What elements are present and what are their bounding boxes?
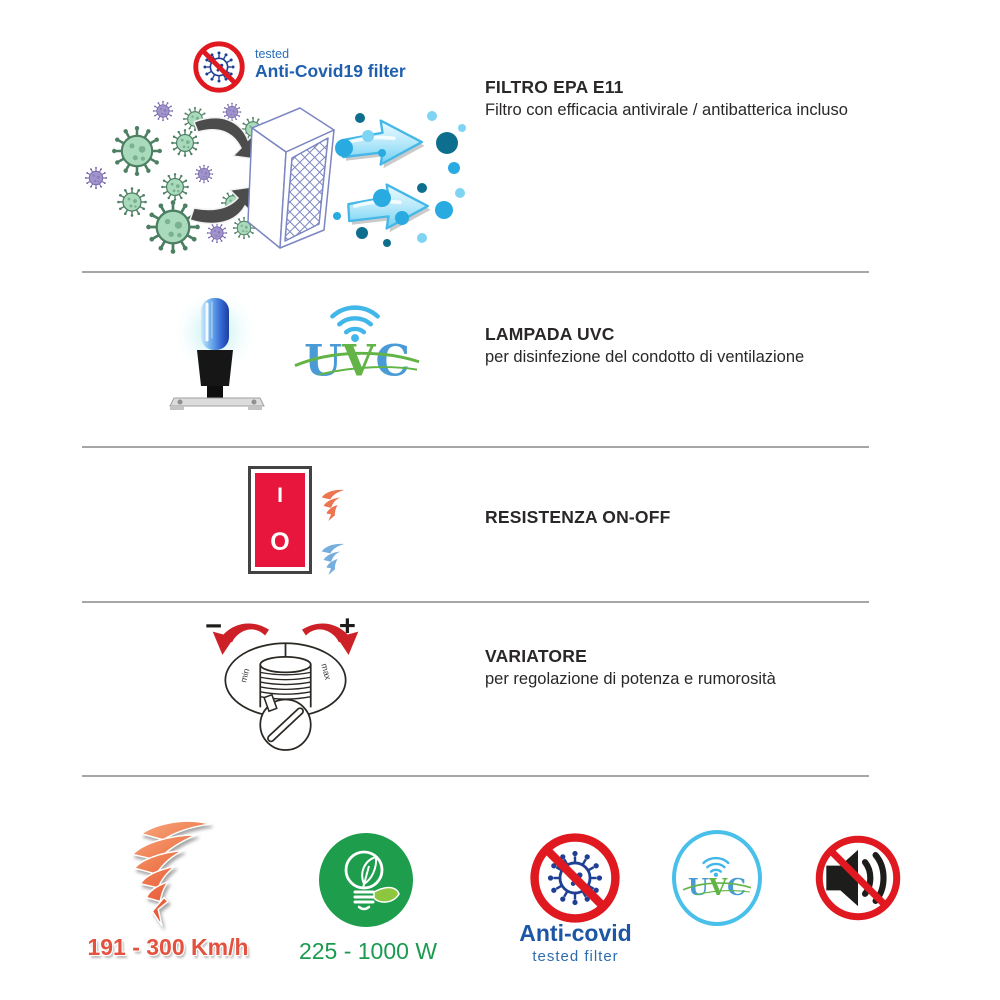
cold-swirl-icon [318, 540, 348, 578]
feature-subtitle-lampada: per disinfezione del condotto di ventilazione [485, 348, 805, 366]
variator-knob-icon [203, 612, 368, 758]
divider [82, 775, 869, 777]
anti-covid-prohibition-icon [192, 40, 246, 94]
wind-speed-icon [118, 818, 216, 936]
uvc-lamp-icon [160, 290, 280, 412]
rocker-switch-icon [248, 466, 312, 574]
feature-subtitle-variatore: per regolazione di potenza e rumorosità [485, 670, 776, 688]
no-noise-icon [814, 834, 902, 922]
switch-on-label: I [277, 484, 283, 507]
divider [82, 271, 869, 273]
anti-covid19-filter-title: Anti-Covid19 filter [255, 61, 406, 81]
anti-covid-icon [528, 831, 622, 925]
anti-covid-sublabel: tested filter [532, 948, 619, 965]
heat-swirl-icon [318, 486, 348, 524]
knob-minus-label: − [204, 612, 222, 643]
feature-title-filtro: FILTRO EPA E11 [485, 77, 624, 97]
clean-air-arrow-icon [348, 185, 430, 233]
switch-off-label: O [270, 528, 290, 556]
uvc-badge [672, 830, 762, 926]
feature-title-variatore: VARIATORE [485, 646, 587, 666]
filter-illustration [82, 98, 470, 260]
knob-max-label: max [319, 662, 334, 681]
feature-title-resistenza: RESISTENZA ON-OFF [485, 507, 671, 527]
anti-covid-label: Anti-covid [519, 920, 632, 946]
uvc-logo [293, 302, 421, 386]
divider [82, 446, 869, 448]
filter-box-icon [248, 108, 334, 248]
tested-label: tested [255, 47, 290, 61]
knob-plus-label: + [338, 612, 356, 643]
clean-air-arrow-icon [342, 121, 424, 169]
feature-title-lampada: LAMPADA UVC [485, 324, 615, 344]
feature-subtitle-filtro: Filtro con efficacia antivirale / antibatterica incluso [485, 101, 848, 119]
eco-power-icon [318, 832, 414, 928]
divider [82, 601, 869, 603]
knob-min-label: min [238, 667, 252, 684]
wind-speed-label: 191 - 300 Km/h [87, 934, 249, 960]
power-range-label: 225 - 1000 W [298, 938, 438, 964]
uvc-logo-small [682, 855, 752, 901]
